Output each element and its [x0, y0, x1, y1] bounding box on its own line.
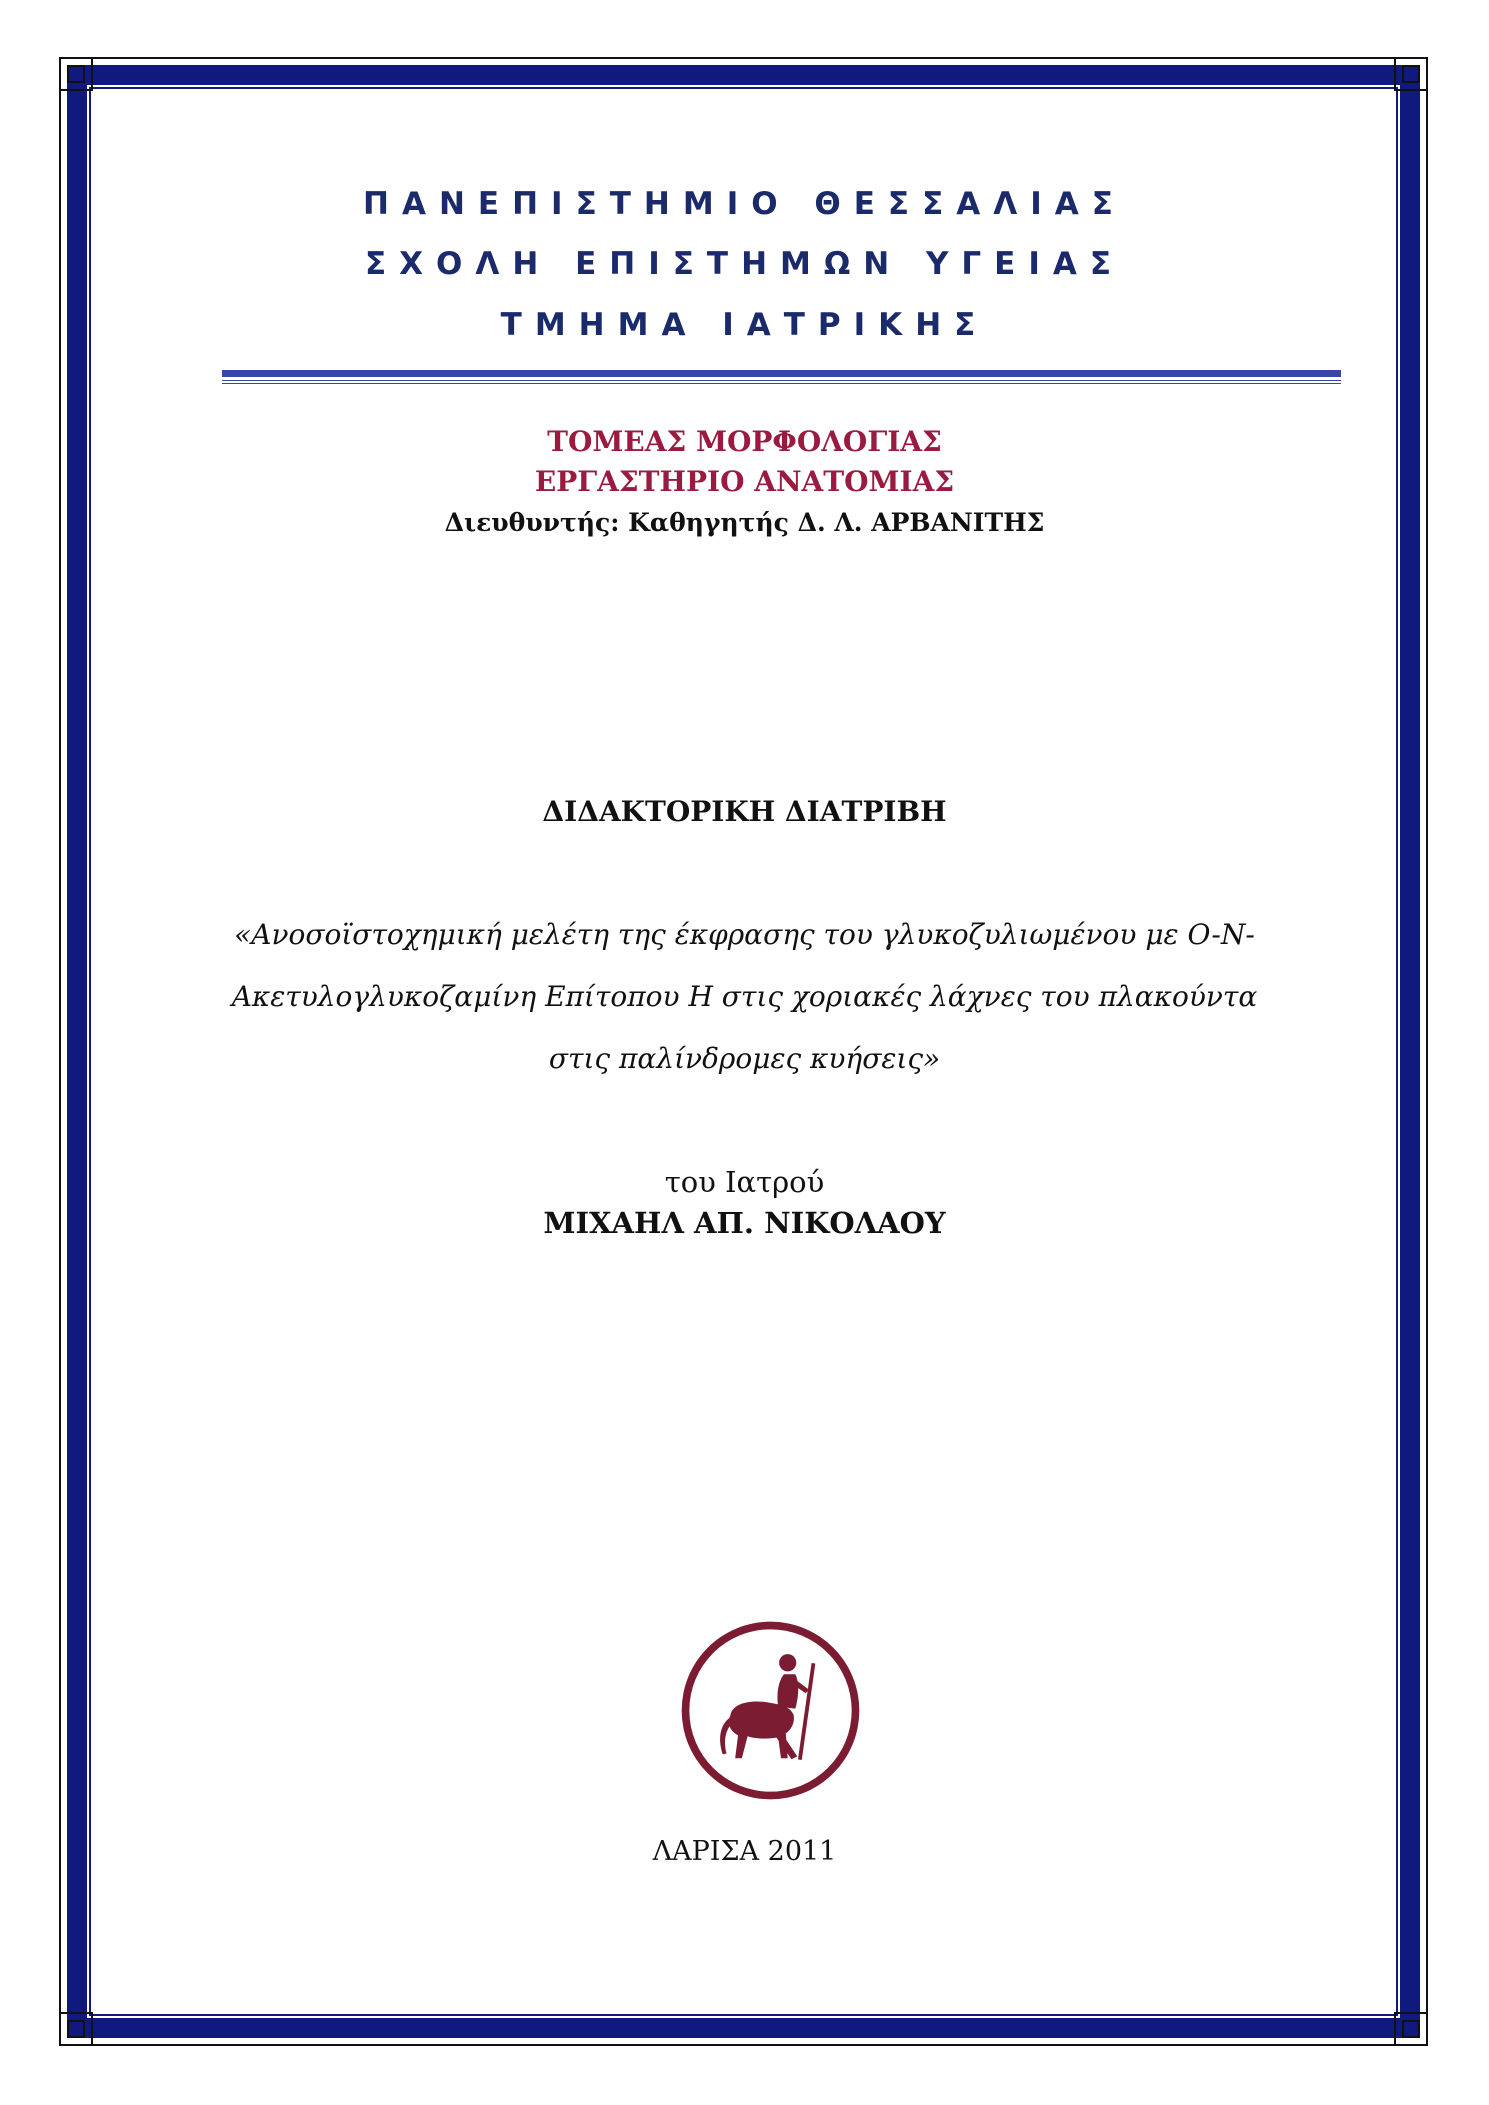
header-rule-thin — [222, 380, 1341, 381]
author-prefix: του Ιατρού — [664, 1165, 825, 1199]
university-name: ΠΑΝΕΠΙΣΤΗΜΙΟ ΘΕΣΣΑΛΙΑΣ — [363, 186, 1126, 222]
place-and-year: ΛΑΡΙΣΑ 2011 — [652, 1836, 837, 1867]
thesis-title-line-2: Ακετυλογλυκοζαμίνη Επίτοπου H στις χοριακές λάχνες του πλακούντα — [231, 980, 1258, 1013]
thesis-title-line-1: «Ανοσοϊστοχημική μελέτη της έκφρασης του γλυκοζυλιωμένου με O-N- — [234, 918, 1255, 951]
header-rule-thick — [222, 370, 1341, 377]
thesis-title-line-3: στις παλίνδρομες κυήσεις» — [548, 1042, 941, 1075]
school-name: ΣΧΟΛΗ ΕΠΙΣΤΗΜΩΝ ΥΓΕΙΑΣ — [364, 246, 1125, 282]
laboratory-name: ΕΡΓΑΣΤΗΡΙΟ ΑΝΑΤΟΜΙΑΣ — [534, 465, 955, 498]
header-rule-thin — [222, 383, 1341, 384]
author-name: ΜΙΧΑΗΛ ΑΠ. ΝΙΚΟΛΑΟΥ — [543, 1206, 946, 1240]
department-name: ΤΜΗΜΑ ΙΑΤΡΙΚΗΣ — [500, 307, 989, 343]
sector-name: ΤΟΜΕΑΣ ΜΟΡΦΟΛΟΓΙΑΣ — [547, 425, 942, 458]
centaur-seal-icon — [675, 1615, 866, 1806]
thesis-type: ΔΙΔΑΚΤΟΡΙΚΗ ΔΙΑΤΡΙΒΗ — [542, 795, 947, 828]
director-line: Διευθυντής: Καθηγητής Δ. Λ. ΑΡΒΑΝΙΤΗΣ — [444, 508, 1045, 537]
